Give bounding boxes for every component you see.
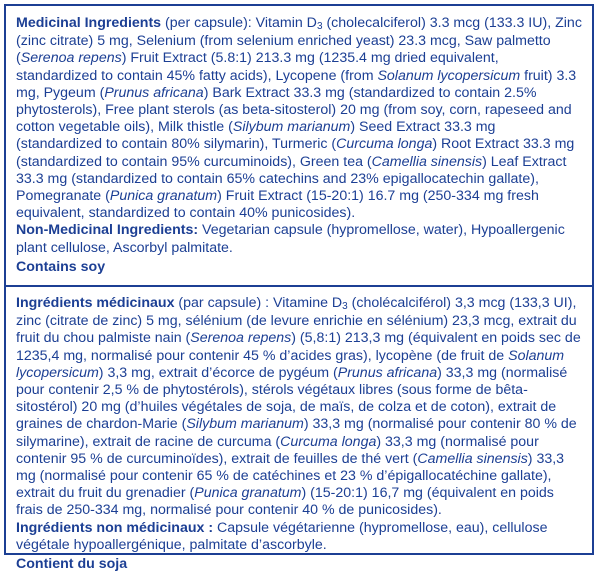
non-medicinal-title-en: Non-Medicinal Ingredients:	[16, 222, 199, 239]
botanical-name: Camellia sinensis	[371, 153, 483, 170]
botanical-name: Punica granatum	[109, 188, 218, 205]
medicinal-ingredients-text-fr: (par capsule) : Vitamine D3 (cholécalciférol) 3,3 mcg (133,3 UI), zinc (citrate de zinc) 5 mg, sélénium (de levure enrichie en sélénium) 23,3 mcg, extrait du fruit du chou palmiste nain (Serenoa repens) (5,8:1) 213,3 mg (équivalent en poids sec de 1235,4 mg, normalisé pour contenir 45 % d’acides gras), lycopène (de fruit de Solanum lycopersicum) 3,3 mg, extrait d’écorce de pygéum (Prunus africana) 33,3 mg (normalisé pour contenir 2,5 % de phytostérols), stérols végétaux libres (sous forme de bêta-sitostérol) 20 mg (d’huiles végétales de soja, de maïs, de colza et de coton), extrait de graines de chardon-Marie (Silybum marianum) 33,3 mg (normalisé pour contenir 80 % de silymarine), extrait de racine de curcuma (Curcuma longa) 33,3 mg (normalisé pour contenir 95 % de curcuminoïdes), extrait de feuilles de thé vert (Camellia sinensis) 33,3 mg (normalisé pour contenir 65 % de catéchines et 23 % d’épigallocatéchine gallate), extrait du fruit du grenadier (Punica granatum) (15-20:1) 16,7 mg (équivalent en poids frais de 250-334 mg, normalisé pour contenir 40 % de punicosides).	[16, 295, 581, 519]
botanical-name: Prunus africana	[104, 84, 204, 101]
medicinal-ingredients-text-en: (per capsule): Vitamin D3 (cholecalciferol) 3.3 mcg (133.3 IU), Zinc (zinc citrate) 5 mg, Selenium (from selenium enriched yeast) 23.3 mcg, Saw palmetto (Serenoa repens) Fruit Extract (5.8:1) 213.3 mg (1235.4 mg dried equivalent, standardized to contain 45% fatty acids), Lycopene (from Solanum lycopersicum fruit) 3.3 mg, Pygeum (Prunus africana) Bark Extract 33.3 mg (standardized to contain 2.5% phytosterols), Free plant sterols (as beta-sitosterol) 20 mg (from soy, corn, rapeseed and cotton vegetable oils), Milk thistle (Silybum marianum) Seed Extract 33.3 mg (standardized to contain 80% silymarin), Turmeric (Curcuma longa) Root Extract 33.3 mg (standardized to contain 95% curcuminoids), Green tea (Camellia sinensis) Leaf Extract 33.3 mg (standardized to contain 65% catechins and 23% epigallocatechin gallate), Pomegranate (Punica granatum) Fruit Extract (15-20:1) 16.7 mg (250-334 mg fresh equivalent, standardized to contain 40% punicosides).	[16, 15, 582, 222]
medicinal-ingredients-title-fr: Ingrédients médicinaux	[16, 295, 175, 312]
medicinal-ingredients-title-en: Medicinal Ingredients	[16, 15, 162, 31]
subscript: 3	[316, 21, 323, 32]
medicinal-ingredients-fr	[16, 295, 583, 520]
medicinal-ingredients-en	[16, 15, 583, 222]
non-medicinal-title-fr: Ingrédients non médicinaux :	[16, 519, 214, 536]
botanical-name: Curcuma longa	[336, 136, 433, 153]
non-medicinal-text-en: Vegetarian capsule (hypromellose, water), Hypoallergenic plant cellulose, Ascorbyl palmitate.	[16, 222, 565, 256]
botanical-name: Silybum marianum	[186, 416, 304, 433]
botanical-name: Curcuma longa	[280, 433, 377, 450]
contains-soy-fr: Contient du soja	[16, 556, 128, 573]
botanical-name: Silybum marianum	[232, 119, 351, 136]
contains-soy-en: Contains soy	[16, 258, 106, 275]
non-medicinal-ingredients-en	[16, 222, 583, 256]
botanical-name: Serenoa repens	[20, 50, 122, 67]
botanical-name: Solanum lycopersicum	[16, 347, 565, 381]
ingredients-label	[4, 4, 594, 573]
botanical-name: Prunus africana	[337, 364, 438, 381]
botanical-name: Solanum lycopersicum	[377, 67, 521, 84]
non-medicinal-ingredients-fr	[16, 520, 583, 554]
non-medicinal-text-fr: Capsule végétarienne (hypromellose, eau), cellulose végétale hypoallergénique, palmitate d’ascorbyle.	[16, 519, 548, 553]
subscript: 3	[342, 301, 348, 313]
botanical-name: Serenoa repens	[190, 330, 292, 347]
botanical-name: Punica granatum	[194, 485, 302, 502]
language-divider	[6, 285, 592, 287]
botanical-name: Camellia sinensis	[417, 450, 528, 467]
